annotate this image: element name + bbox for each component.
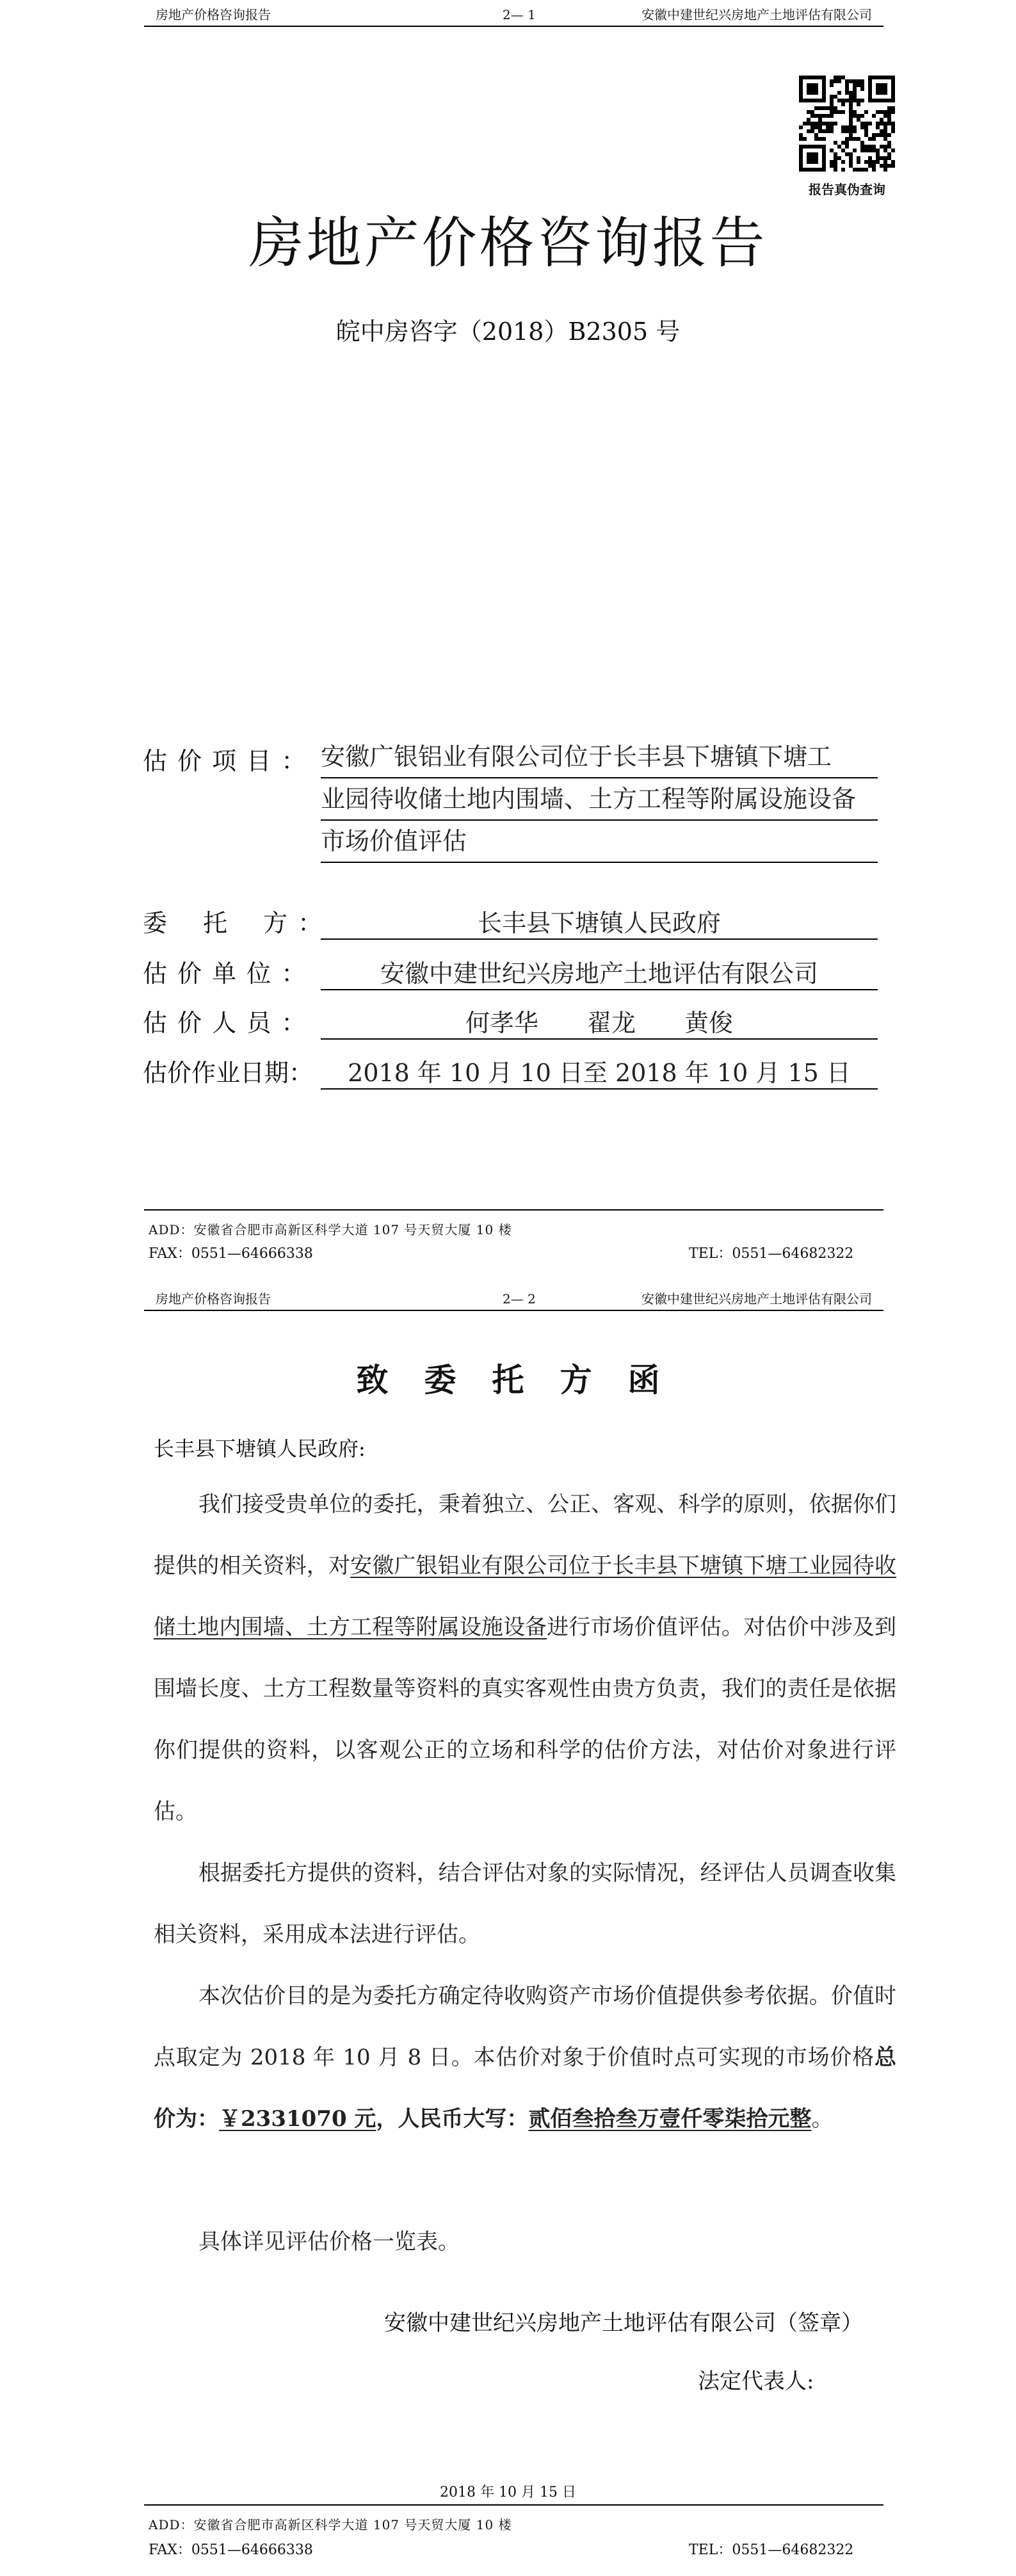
header-right: 安徽中建世纪兴房地产土地评估有限公司 — [641, 1291, 872, 1307]
footer-address: ADD：安徽省合肥市高新区科学大道 107 号天贸大厦 10 楼 — [149, 2517, 512, 2532]
info-value-appraisers: 何孝华 翟龙 黄俊 — [321, 1003, 878, 1040]
letter-title-char: 委 — [424, 1361, 456, 1399]
qr-caption: 报告真伪查询 — [809, 182, 885, 197]
project-line: 安徽广银铝业有限公司位于长丰县下塘镇下塘工 — [321, 736, 878, 778]
signature-company: 安徽中建世纪兴房地产土地评估有限公司（签章） — [384, 2310, 863, 2336]
footer-divider — [144, 2504, 883, 2506]
info-label: 估价作业日期： — [143, 1059, 314, 1087]
total-price-label: 总价为： — [154, 2045, 896, 2132]
signature-representative: 法定代表人: — [698, 2369, 814, 2394]
letter-paragraph-3 — [154, 1965, 896, 2150]
info-label: 估 价 人 员 ： — [143, 1009, 307, 1037]
info-label: 委 托 方 ： — [143, 909, 324, 937]
footer-fax: FAX：0551—64666338 — [149, 2542, 313, 2558]
report-title: 房地产价格咨询报告 — [248, 211, 768, 275]
qr-code-icon[interactable] — [799, 76, 895, 172]
letter-page — [0, 1284, 1016, 2576]
underlined-project: 安徽广银铝业有限公司位于长丰县下塘镇下塘工业园待收储土地内围墙、土方工程等附属设施设备 — [154, 1553, 897, 1640]
letter-title-char: 函 — [627, 1361, 660, 1399]
info-label: 估 价 项 目 ： — [143, 747, 307, 775]
report-cover-page — [0, 0, 1016, 1284]
letter-title-char: 致 — [356, 1361, 389, 1399]
letter-paragraph-4: 具体详见评估价格一览表。 — [198, 2229, 460, 2255]
letter-addressee: 长丰县下塘镇人民政府: — [154, 1437, 366, 1461]
rmb-label: ，人民币大写： — [376, 2106, 529, 2132]
info-value-client: 长丰县下塘镇人民政府 — [321, 903, 878, 940]
document-number: 皖中房咨字（2018）B2305 号 — [335, 318, 681, 346]
letter-date: 2018 年 10 月 15 日 — [440, 2484, 576, 2500]
info-value-project — [321, 736, 878, 863]
header-right: 安徽中建世纪兴房地产土地评估有限公司 — [641, 7, 872, 22]
paragraph-text: 我们接受贵单位的委托，秉着独立、公正、客观、科学的原则，依据你们提供的相关资料，对 — [154, 1492, 896, 1579]
header-page-number: 2— 1 — [503, 7, 536, 22]
letter-title — [0, 1355, 1016, 1401]
letter-title-char: 托 — [492, 1361, 524, 1399]
total-price-value: ￥2331070 元 — [219, 2106, 376, 2132]
header-left: 房地产价格咨询报告 — [156, 1291, 271, 1307]
info-value-dates: 2018 年 10 月 10 日至 2018 年 10 月 15 日 — [321, 1053, 878, 1090]
footer-divider — [144, 1209, 883, 1211]
letter-paragraph-2: 根据委托方提供的资料，结合评估对象的实际情况，经评估人员调查收集相关资料，采用成本法进行评估。 — [154, 1860, 896, 1947]
letter-paragraph-1 — [154, 1474, 896, 1842]
footer-tel: TEL：0551—64682322 — [689, 2542, 854, 2558]
footer-address: ADD：安徽省合肥市高新区科学大道 107 号天贸大厦 10 楼 — [149, 1222, 512, 1237]
page-header — [144, 4, 883, 27]
footer-fax: FAX：0551—64666338 — [149, 1246, 313, 1262]
info-label: 估 价 单 位 ： — [143, 960, 307, 988]
paragraph-text: 进行市场价值评估。对估价中涉及到围墙长度、土方工程数量等资料的真实客观性由贵方负责，我们的责任是依据你们提供的资料，以客观公正的立场和科学的估价方法，对估价对象进行评估。 — [154, 1614, 897, 1824]
header-page-number: 2— 2 — [503, 1291, 536, 1307]
project-line: 业园待收储土地内围墙、土方工程等附属设施设备 — [321, 778, 878, 821]
project-line: 市场价值评估 — [321, 821, 878, 863]
info-value-firm: 安徽中建世纪兴房地产土地评估有限公司 — [321, 954, 878, 990]
paragraph-text: 本次估价目的是为委托方确定待收购资产市场价值提供参考依据。价值时点取定为 2018 年 10 月 8 日。本估价对象于价值时点可实现的市场价格 — [154, 1983, 896, 2070]
footer-tel: TEL：0551—64682322 — [689, 1246, 854, 1262]
page-header — [144, 1288, 883, 1311]
paragraph-text: 。 — [811, 2106, 834, 2132]
letter-title-char: 方 — [560, 1361, 592, 1399]
rmb-value: 贰佰叁拾叁万壹仟零柒拾元整 — [528, 2106, 812, 2132]
header-left: 房地产价格咨询报告 — [156, 7, 271, 22]
